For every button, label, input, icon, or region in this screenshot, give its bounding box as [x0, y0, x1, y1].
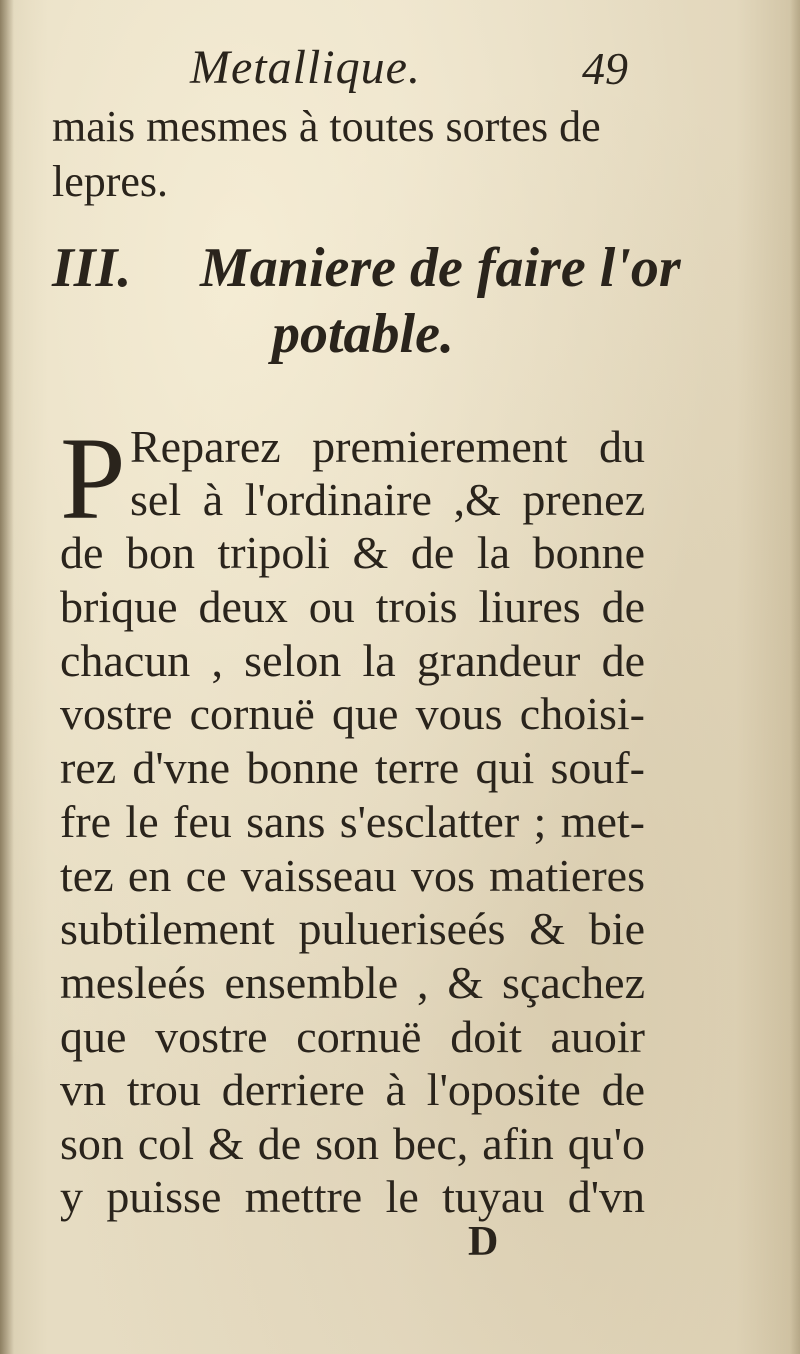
paragraph-line: vn trou derriere à l'oposite de	[60, 1064, 645, 1115]
page-number: 49	[582, 43, 628, 94]
paragraph-line: mesleés ensemble , & sçachez	[60, 957, 645, 1008]
section-title-line-2: potable.	[272, 303, 454, 365]
paragraph-line: son col & de son bec, afin qu'o	[60, 1118, 645, 1169]
page-left-edge-shadow	[0, 0, 14, 1354]
paragraph-line: vostre cornuë que vous choisi-	[60, 688, 645, 739]
paragraph-line: Reparez premierement du	[130, 421, 645, 472]
paragraph-line: rez d'vne bonne terre qui souf-	[60, 742, 645, 793]
paragraph-line: brique deux ou trois liures de	[60, 581, 645, 632]
text-line-2: lepres.	[52, 157, 169, 206]
paragraph-line: que vostre cornuë doit auoir	[60, 1011, 645, 1062]
page-right-edge-shadow	[790, 0, 800, 1354]
signature-mark: D	[468, 1219, 499, 1265]
section-number: III.	[52, 237, 132, 299]
paragraph-line: de bon tripoli & de la bonne	[60, 527, 645, 578]
drop-cap-letter: P	[60, 413, 126, 544]
paragraph-line: subtilement pulueriseés & bie	[60, 903, 645, 954]
paragraph-line: chacun , selon la grandeur de	[60, 635, 645, 686]
paragraph-line: fre le feu sans s'esclatter ; met-	[60, 796, 645, 847]
text-line-1: mais mesmes à toutes sortes de	[52, 102, 601, 151]
paragraph-line: sel à l'ordinaire ,& prenez	[130, 474, 645, 525]
section-title-line-1: Maniere de faire l'or	[200, 237, 681, 299]
paragraph-line: tez en ce vaisseau vos matieres	[60, 850, 645, 901]
paragraph-line: y puisse mettre le tuyau d'vn	[60, 1171, 645, 1222]
running-head-title: Metallique.	[190, 41, 421, 94]
